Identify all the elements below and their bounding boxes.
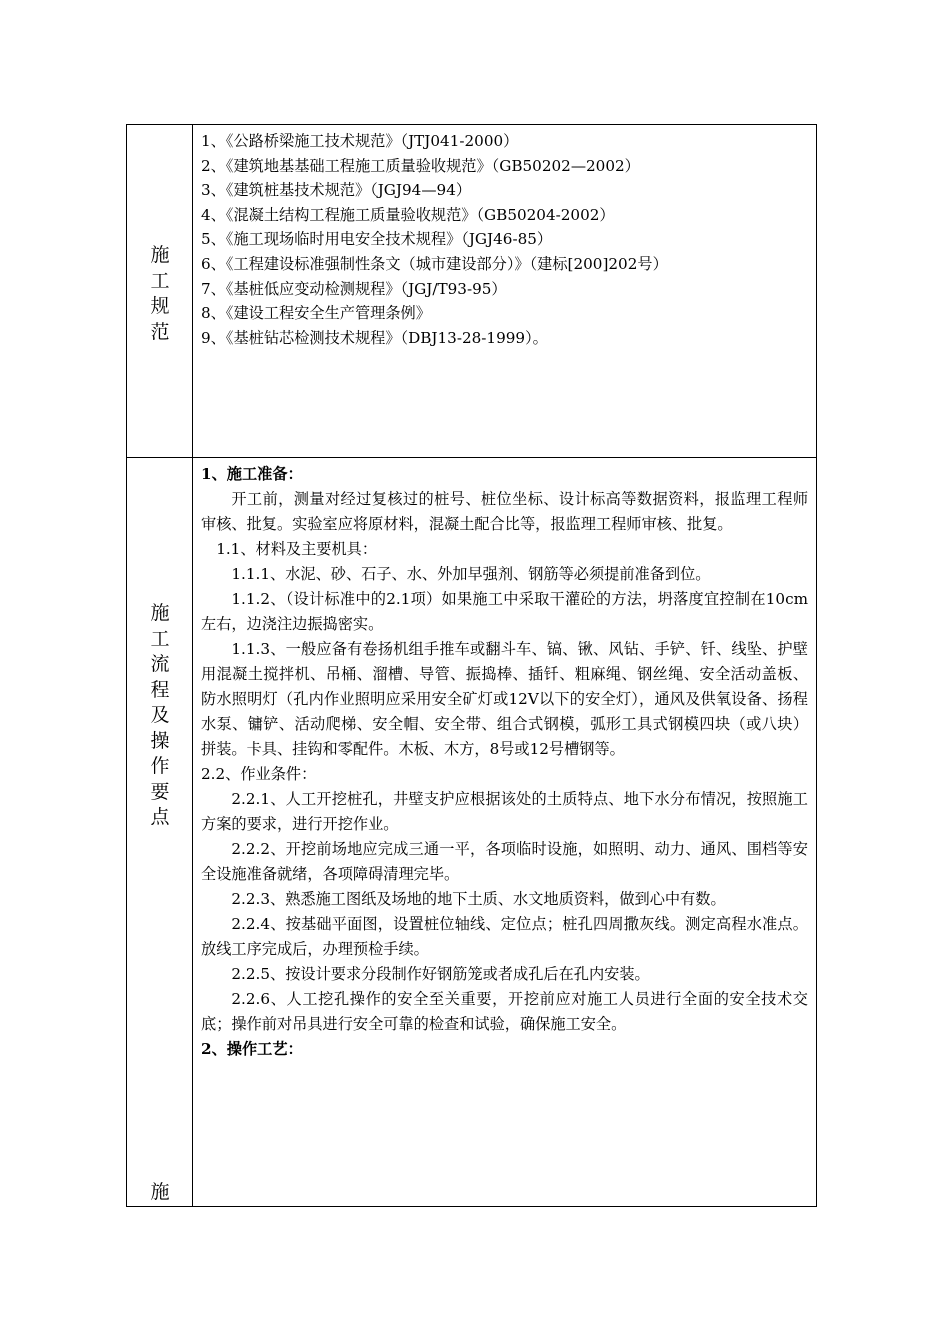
process-text	[193, 458, 816, 1062]
heading-operation-process: 2、操作工艺：	[201, 1040, 303, 1058]
paragraph: 1.1.3、一般应备有卷扬机组手推车或翻斗车、镐、锹、风钻、手铲、钎、线坠、护壁用混凝土搅拌机、吊桶、溜槽、导管、振捣棒、插钎、粗麻绳、钢丝绳、安全活动盖板、防水照明灯（孔内作业照明应采用安全矿灯或12V以下的安全灯），通风及供氧设备、扬程水泵、镛铲、活动爬梯、安全帽、安全带、组合式钢模，弧形工具式钢模四块（或八块）拼装。卡具、挂钩和零配件。木板、木方，8号或12号槽钢等。	[201, 640, 808, 758]
section-label-construction-specs: 施 工 规 范	[150, 244, 170, 343]
section-content-cell	[193, 458, 817, 1207]
paragraph: 2.2.3、熟悉施工图纸及场地的地下土质、水文地质资料，做到心中有数。	[231, 890, 726, 908]
list-item: 4、《混凝土结构工程施工质量验收规范》（GB50204-2002）	[201, 205, 615, 224]
list-item: 8、《建设工程安全生产管理条例》	[201, 304, 431, 323]
paragraph: 2.2.5、按设计要求分段制作好钢筋笼或者成孔后在孔内安装。	[231, 965, 650, 983]
list-item: 2、《建筑地基基础工程施工质量验收规范》（GB50202—2002）	[201, 156, 640, 175]
list-item: 3、《建筑桩基技术规范》（JGJ94—94）	[201, 181, 472, 200]
list-item: 7、《基桩低应变动检测规程》（JGJ/T93-95）	[201, 279, 507, 298]
table-row	[127, 458, 817, 1207]
spec-list	[193, 125, 816, 350]
paragraph: 1.1.2、（设计标准中的2.1项）如果施工中采取干灌砼的方法，坍落度宜控制在10cm左右，边浇注边振捣密实。	[201, 590, 808, 633]
list-item: 9、《基桩钻芯检测技术规程》（DBJ13-28-1999）。	[201, 328, 548, 347]
list-item: 5、《施工现场临时用电安全技术规程》（JGJ46-85）	[201, 230, 553, 249]
section-label-cell	[127, 125, 193, 458]
spec-table	[126, 124, 817, 1207]
section-label-cell	[127, 458, 193, 1207]
table-row	[127, 125, 817, 458]
section-content-cell	[193, 125, 817, 458]
section-label-continued: 施	[150, 1181, 170, 1203]
paragraph: 2.2.6、人工挖孔操作的安全至关重要，开挖前应对施工人员进行全面的安全技术交底；操作前对吊具进行安全可靠的检查和试验，确保施工安全。	[201, 990, 808, 1033]
paragraph: 2.2.4、按基础平面图，设置桩位轴线、定位点；桩孔四周撒灰线。测定高程水准点。放线工序完成后，办理预检手续。	[201, 915, 808, 958]
list-item: 1、《公路桥梁施工技术规范》（JTJ041-2000）	[201, 132, 519, 150]
paragraph: 开工前，测量对经过复核过的桩号、桩位坐标、设计标高等数据资料，报监理工程师审核、批复。实验室应将原材料，混凝土配合比等，报监理工程师审核、批复。	[201, 490, 808, 533]
paragraph: 2.2.1、人工开挖桩孔，井壁支护应根据该处的土质特点、地下水分布情况，按照施工方案的要求，进行开挖作业。	[201, 790, 808, 833]
paragraph: 2.2.2、开挖前场地应完成三通一平，各项临时设施，如照明、动力、通风、围档等安全设施准备就绪，各项障碍清理完毕。	[201, 840, 808, 883]
list-item: 6、《工程建设标准强制性条文（城市建设部分）》（建标[200]202号）	[201, 254, 668, 273]
subheading-work-conditions: 2.2、作业条件：	[201, 765, 317, 783]
paragraph: 1.1.1、水泥、砂、石子、水、外加早强剂、钢筋等必须提前准备到位。	[231, 565, 711, 583]
subheading-materials: 1.1、材料及主要机具：	[216, 540, 378, 558]
heading-construction-prep: 1、施工准备：	[201, 465, 303, 483]
section-label-process-and-key-points: 施 工 流 程 及 操 作 要 点	[150, 602, 170, 828]
